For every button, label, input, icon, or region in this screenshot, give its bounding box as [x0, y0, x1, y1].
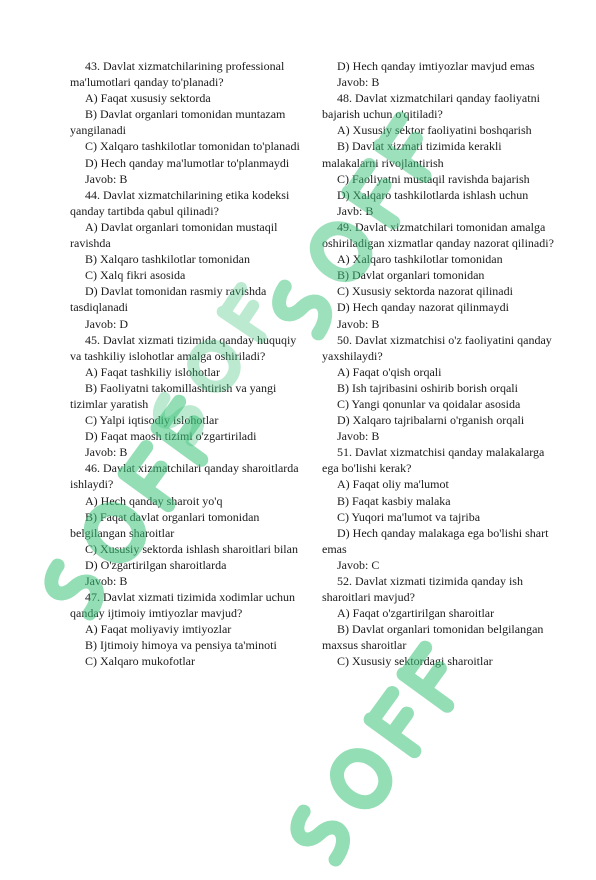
- left-column-line: 43. Davlat xizmatchilarining professional ma'lumotlari qanday to'planadi?: [70, 59, 285, 90]
- left-text-column: [70, 58, 308, 670]
- right-column-line: B) Davlat xizmati tizimida kerakli malakalarni rivojlantirish: [322, 139, 502, 170]
- right-column-line: A) Faqat o'zgartirilgan sharoitlar: [337, 606, 495, 621]
- right-column-line: 50. Davlat xizmatchisi o'z faoliyatini qanday yaxshilaydi?: [322, 332, 552, 363]
- left-column-line: C) Xususiy sektorda ishlash sharoitlari bilan: [85, 541, 298, 556]
- right-column-line: 51. Davlat xizmatchisi qanday malakalarga ega bo'lishi kerak?: [322, 445, 545, 476]
- right-column-line: A) Xususiy sektor faoliyatini boshqarish: [337, 123, 532, 138]
- right-column-line: 48. Davlat xizmatchilari qanday faoliyatni bajarish uchun o'qitiladi?: [322, 91, 540, 122]
- left-column-line: 44. Davlat xizmatchilarining etika kodeksi qanday tartibda qabul qilinadi?: [70, 187, 290, 218]
- right-column-line: B) Davlat organlari tomonidan belgilangan maxsus sharoitlar: [322, 622, 544, 653]
- left-column-line: 45. Davlat xizmati tizimida qanday huquqiy va tashkiliy islohotlar amalga oshiriladi?: [70, 332, 297, 363]
- right-column-line: C) Faoliyatni mustaqil ravishda bajarish: [337, 171, 530, 186]
- left-column-line: A) Faqat xususiy sektorda: [85, 91, 211, 106]
- left-column-line: Javob: B: [85, 445, 128, 460]
- right-column-line: B) Davlat organlari tomonidan: [337, 268, 485, 283]
- left-column-line: A) Davlat organlari tomonidan mustaqil ravishda: [70, 219, 278, 251]
- left-column-line: B) Faqat davlat organlari tomonidan belgilangan sharoitlar: [70, 509, 260, 540]
- right-column-line: D) Xalqaro tajribalarni o'rganish orqali: [337, 413, 525, 428]
- left-column-line: B) Davlat organlari tomonidan muntazam yangilanadi: [70, 107, 286, 138]
- right-column-line: C) Yangi qonunlar va qoidalar asosida: [337, 396, 521, 411]
- left-column-line: Javob: D: [85, 316, 128, 331]
- left-column-line: B) Ijtimoiy himoya va pensiya ta'minoti: [85, 638, 277, 653]
- right-column-line: 52. Davlat xizmati tizimida qanday ish sharoitlari mavjud?: [322, 574, 523, 605]
- left-column-line: C) Yalpi iqtisodiy islohotlar: [85, 413, 219, 428]
- right-column-line: A) Faqat o'qish orqali: [337, 364, 442, 379]
- right-column-line: C) Xususiy sektorda nazorat qilinadi: [337, 284, 513, 299]
- right-column-line: Javob: B: [337, 429, 380, 444]
- right-column-line: Javb: B: [337, 203, 374, 218]
- right-column-line: 49. Davlat xizmatchilari tomonidan amalga oshiriladigan xizmatlar qanday nazorat qilinadi?: [322, 219, 554, 251]
- right-column-line: C) Xususiy sektordagi sharoitlar: [337, 654, 493, 669]
- right-column-line: A) Faqat oliy ma'lumot: [337, 477, 449, 492]
- left-column-line: A) Hech qanday sharoit yo'q: [85, 493, 223, 508]
- right-column-line: B) Faqat kasbiy malaka: [337, 493, 451, 508]
- right-column-line: Javob: B: [337, 316, 380, 331]
- right-column-line: C) Yuqori ma'lumot va tajriba: [337, 509, 481, 524]
- right-column-line: D) Hech qanday malakaga ega bo'lishi shart emas: [322, 525, 549, 556]
- left-column-line: C) Xalqaro tashkilotlar tomonidan to'planadi: [85, 139, 300, 154]
- left-column-line: C) Xalq fikri asosida: [85, 268, 186, 283]
- left-column-line: A) Faqat moliyaviy imtiyozlar: [85, 622, 232, 637]
- left-column-line: D) Hech qanday ma'lumotlar to'planmaydi: [85, 155, 290, 170]
- left-column-line: B) Xalqaro tashkilotlar tomonidan: [85, 252, 250, 267]
- right-column-line: D) Hech qanday imtiyozlar mavjud emas: [337, 59, 535, 73]
- right-column-line: B) Ish tajribasini oshirib borish orqali: [337, 380, 518, 395]
- left-column-line: C) Xalqaro mukofotlar: [85, 654, 195, 669]
- left-column-line: D) Faqat maosh tizimi o'zgartiriladi: [85, 429, 257, 444]
- right-column-line: A) Xalqaro tashkilotlar tomonidan: [337, 252, 503, 267]
- left-column-line: A) Faqat tashkiliy islohotlar: [85, 364, 220, 379]
- right-column-line: Javob: B: [337, 75, 380, 90]
- right-column-line: D) Xalqaro tashkilotlarda ishlash uchun: [337, 187, 529, 202]
- right-column-line: D) Hech qanday nazorat qilinmaydi: [337, 300, 509, 315]
- left-column-line: D) Davlat tomonidan rasmiy ravishda tasdiqlanadi: [70, 284, 267, 315]
- right-column-line: Javob: C: [337, 557, 380, 572]
- left-column-line: 46. Davlat xizmatchilari qanday sharoitlarda ishlaydi?: [70, 461, 299, 492]
- left-column-line: Javob: B: [85, 574, 128, 588]
- left-column-line: Javob: B: [85, 171, 128, 186]
- right-text-column: [322, 58, 560, 670]
- left-column-line: D) O'zgartirilgan sharoitlarda: [85, 557, 227, 572]
- left-column-line: 47. Davlat xizmati tizimida xodimlar uchun qanday ijtimoiy imtiyozlar mavjud?: [70, 590, 295, 621]
- left-column-line: B) Faoliyatni takomillashtirish va yangi tizimlar yaratish: [70, 380, 277, 411]
